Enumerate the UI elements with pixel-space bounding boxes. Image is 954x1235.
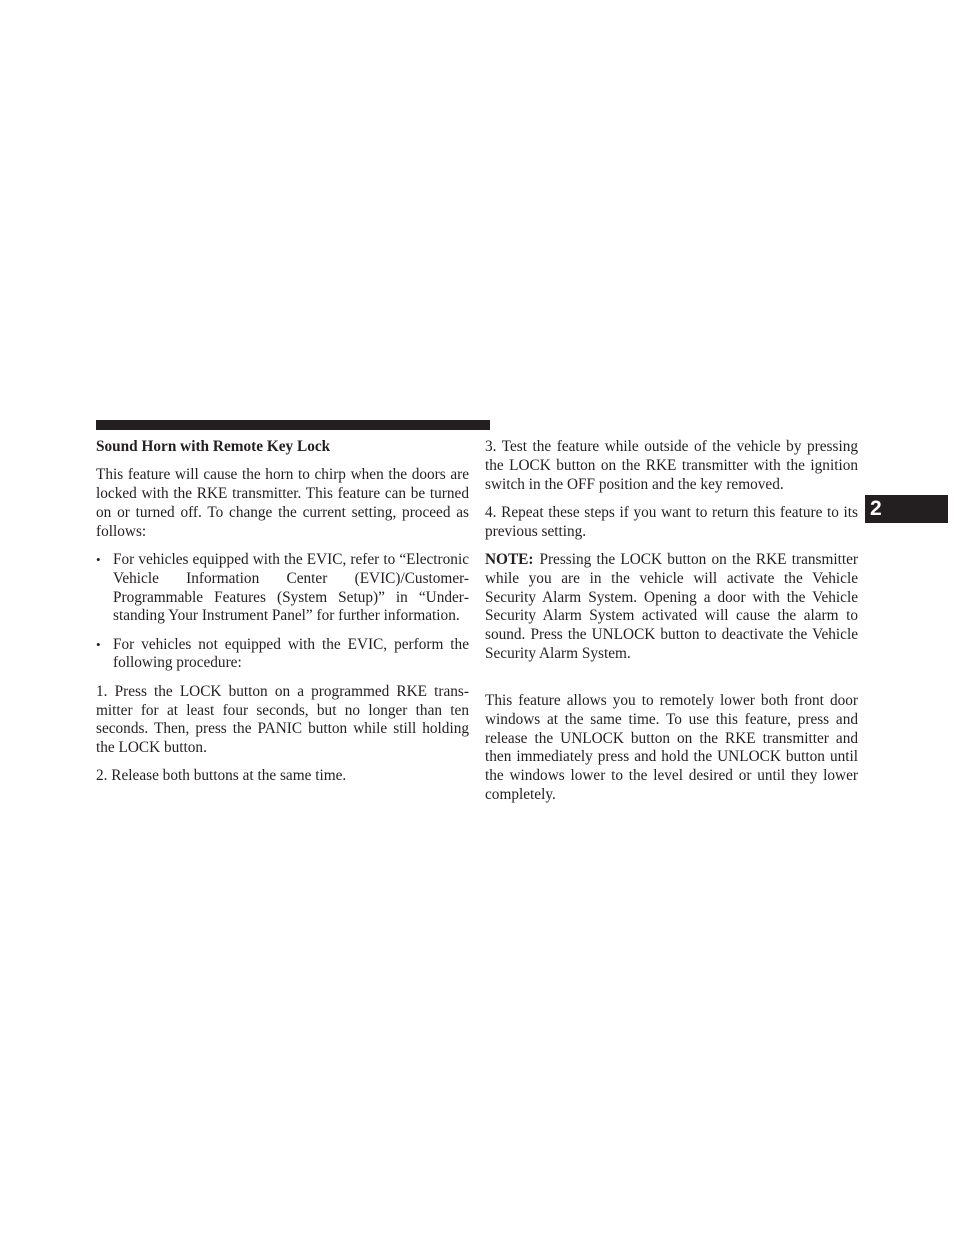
right-column (485, 438, 858, 814)
step-3: 3. Test the feature while outside of the vehicle by pressing the LOCK button on the RKE transmitter with the ignition switch in the OFF position and the key removed. (485, 438, 858, 493)
bullet-icon: • (96, 636, 101, 652)
step-1: 1. Press the LOCK button on a programmed RKE transmitter for at least four seconds, but no longer than ten seconds. Then, press the PANIC button while still holding the LOCK button. (96, 682, 469, 757)
note-paragraph (485, 551, 858, 664)
bullet-icon: • (96, 551, 101, 567)
windows-paragraph: This feature allows you to remotely lower both front door windows at the same time. To use this feature, press and release the UNLOCK button on the RKE transmitter and then immediately press and hold the UNLOCK button until the windows lower to the level desired or until they lower completely. (485, 692, 858, 804)
note-text: Pressing the LOCK button on the RKE transmitter while you are in the vehicle will activate the Vehicle Security Alarm System. Opening a door with the Vehicle Security Alarm System activated will cause the alarm to sound. Press the UNLOCK button to deactivate the Vehicle Security Alarm System. (485, 550, 858, 662)
left-column (96, 438, 469, 796)
bullet-list (96, 551, 469, 673)
step-2: 2. Release both buttons at the same time. (96, 767, 347, 785)
list-item (96, 636, 469, 674)
list-item-text: For vehicles equipped with the EVIC, refer to “Electronic Vehicle Information Center (EVIC)/Customer-Programmable Features (System Setup)” in “Understanding Your Instrument Panel” for further information. (113, 550, 469, 625)
list-item (96, 551, 469, 626)
intro-paragraph: This feature will cause the horn to chirp when the doors are locked with the RKE transmitter. This feature can be turned on or turned off. To change the current setting, proceed as follows: (96, 466, 469, 540)
section-spacer (485, 673, 858, 692)
note-label: NOTE: (485, 550, 534, 568)
chapter-tab: 2 (865, 495, 948, 523)
step-4: 4. Repeat these steps if you want to return this feature to its previous setting. (485, 503, 858, 540)
section-heading: Sound Horn with Remote Key Lock (96, 438, 331, 455)
list-item-text: For vehicles not equipped with the EVIC, perform the following procedure: (113, 635, 469, 672)
section-rule (96, 420, 490, 430)
